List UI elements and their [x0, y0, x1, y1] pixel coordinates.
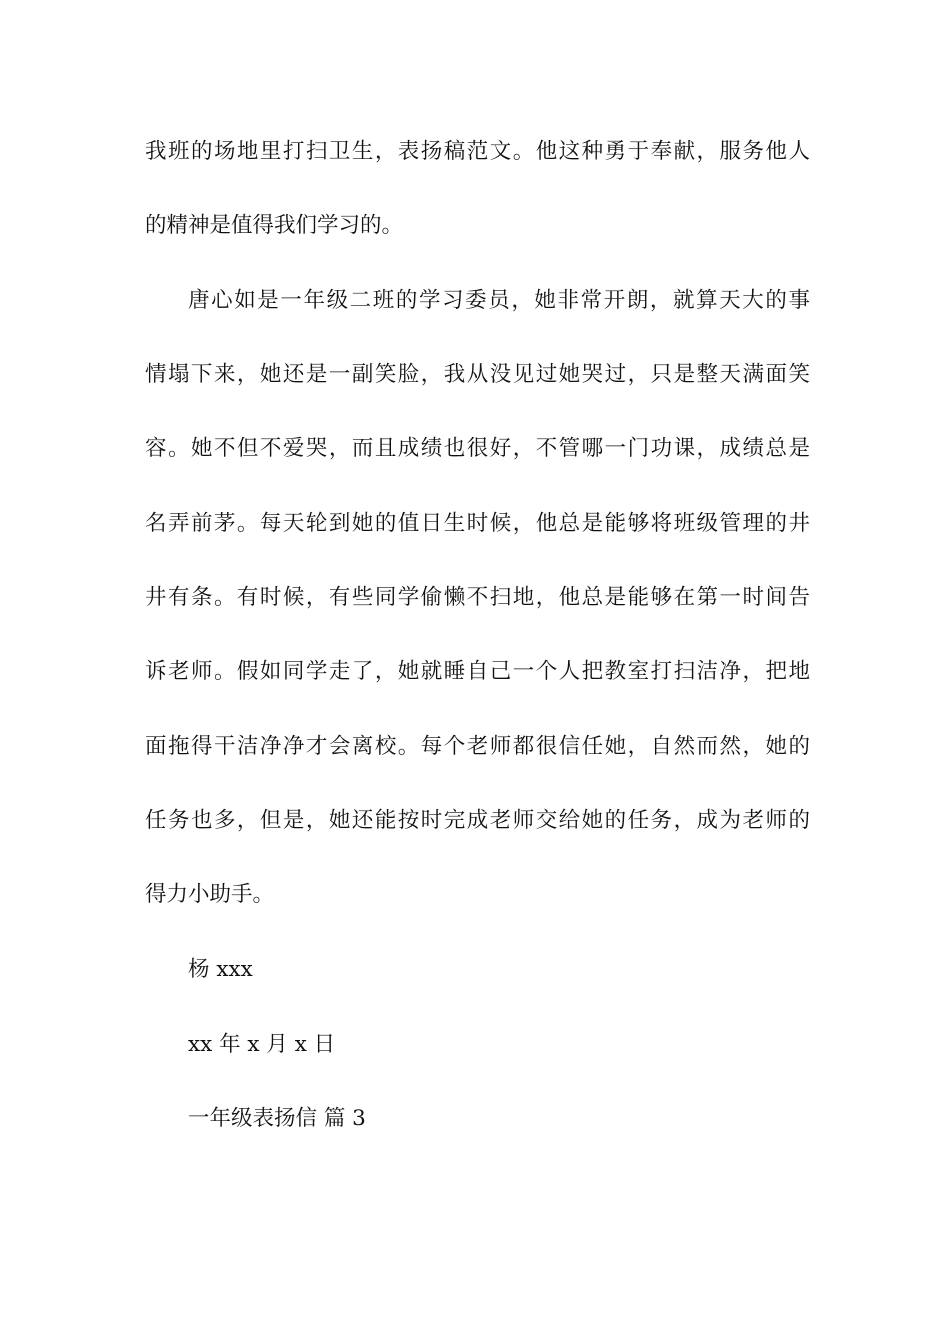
- paragraph-2-line-8: 任务也多，但是，她还能按时完成老师交给她的任务，成为老师的: [145, 808, 810, 833]
- paragraph-2-line-6: 诉老师。假如同学走了，她就睡自己一个人把教室打扫洁净，把地: [145, 659, 810, 684]
- paragraph-1-line-2: 的精神是值得我们学习的。: [145, 213, 404, 238]
- paragraph-1-line-1: 我班的场地里打扫卫生，表扬稿范文。他这种勇于奉献，服务他人: [145, 139, 810, 164]
- paragraph-2-line-3: 容。她不但不爱哭，而且成绩也很好，不管哪一门功课，成绩总是: [145, 436, 810, 461]
- next-heading: 一年级表扬信 篇 3: [188, 1106, 366, 1131]
- paragraph-2-line-4: 名弄前茅。每天轮到她的值日生时候，他总是能够将班级管理的井: [145, 511, 810, 536]
- paragraph-2-line-9: 得力小助手。: [145, 882, 275, 907]
- paragraph-2-line-2: 情塌下来，她还是一副笑脸，我从没见过她哭过，只是整天满面笑: [145, 362, 810, 387]
- signature: 杨 xxx: [188, 957, 253, 982]
- paragraph-2-line-5: 井有条。有时候，有些同学偷懒不扫地，他总是能够在第一时间告: [145, 585, 810, 610]
- paragraph-2-line-1: 唐心如是一年级二班的学习委员，她非常开朗，就算天大的事: [188, 288, 810, 313]
- paragraph-2-line-7: 面拖得干洁净净才会离校。每个老师都很信任她，自然而然，她的: [145, 734, 810, 759]
- date: xx 年 x 月 x 日: [188, 1032, 336, 1057]
